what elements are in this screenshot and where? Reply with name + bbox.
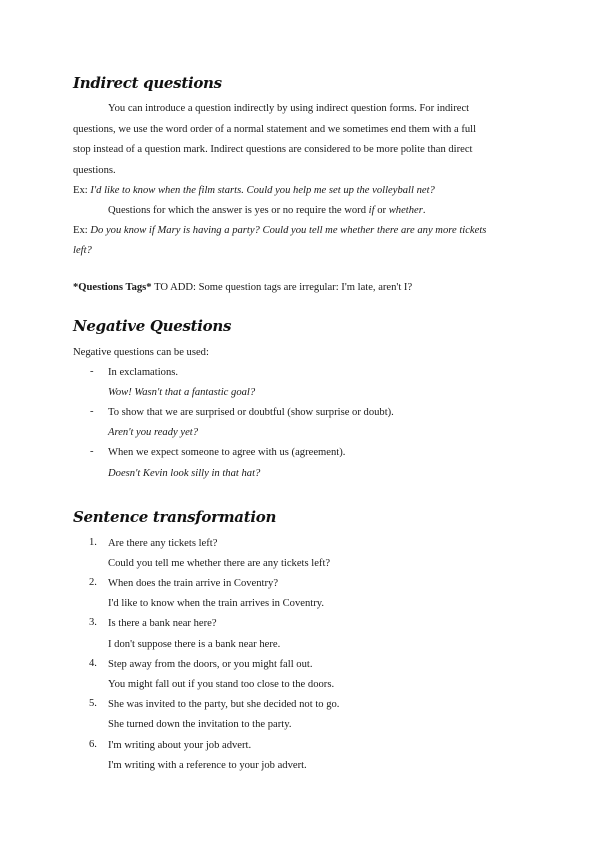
transformation-question-1: Are there any tickets left? [108, 538, 218, 549]
word-whether: whether [388, 205, 423, 216]
transformation-answer-6: I'm writing with a reference to your job advert. [108, 760, 307, 771]
rule-end: . [422, 205, 426, 216]
question-tags-note [73, 281, 412, 295]
negative-example-2: Aren't you ready yet? [108, 427, 199, 438]
transformation-question-5: She was invited to the party, but she decided not to go. [108, 699, 340, 710]
indirect-para-line-2: questions, we use the word order of a normal statement and we sometimes end them with a full [73, 124, 477, 135]
transformation-answer-2: I'd like to know when the train arrives in Coventry. [108, 598, 324, 609]
word-or: or [377, 205, 387, 216]
bullet-dash: - [90, 446, 94, 457]
example-prefix: Ex: [73, 185, 88, 196]
yes-no-rule-text: Questions for which the answer is yes or no require the word [108, 205, 367, 216]
heading-indirect-questions: Indirect questions [73, 74, 222, 92]
indirect-example-2-line-2: left? [73, 245, 92, 256]
negative-item-1: In exclamations. [108, 367, 179, 378]
negative-example-3: Doesn't Kevin look silly in that hat? [108, 468, 261, 479]
heading-sentence-transformation: Sentence transformation [73, 508, 277, 526]
question-tags-text: TO ADD: Some question tags are irregular: I'm late, aren't I? [154, 282, 413, 293]
list-number: 1. [89, 537, 97, 548]
question-tags-label: *Questions Tags* [73, 282, 152, 293]
transformation-answer-3: I don't suppose there is a bank near here. [108, 639, 281, 650]
list-number: 6. [89, 739, 97, 750]
negative-item-3: When we expect someone to agree with us (agreement). [108, 447, 346, 458]
example-prefix: Ex: [73, 225, 88, 236]
list-number: 2. [89, 577, 97, 588]
negative-intro: Negative questions can be used: [73, 347, 209, 358]
negative-item-2: To show that we are surprised or doubtful (show surprise or doubt). [108, 407, 394, 418]
indirect-para-line-3: stop instead of a question mark. Indirect questions are considered to be more polite than direct [73, 144, 473, 155]
list-number: 5. [89, 698, 97, 709]
indirect-para-line-4: questions. [73, 165, 116, 176]
transformation-question-3: Is there a bank near here? [108, 618, 217, 629]
indirect-para-line-1: You can introduce a question indirectly by using indirect question forms. For indirect [108, 103, 470, 114]
bullet-dash: - [90, 406, 94, 417]
list-number: 3. [89, 617, 97, 628]
transformation-question-4: Step away from the doors, or you might fall out. [108, 659, 313, 670]
indirect-example-1 [73, 184, 435, 198]
transformation-answer-5: She turned down the invitation to the party. [108, 719, 292, 730]
bullet-dash: - [90, 366, 94, 377]
negative-example-1: Wow! Wasn't that a fantastic goal? [108, 387, 256, 398]
example-text: I'd like to know when the film starts. Could you help me set up the volleyball net? [90, 185, 435, 196]
word-if: if [368, 205, 375, 216]
transformation-question-2: When does the train arrive in Coventry? [108, 578, 279, 589]
indirect-example-2 [73, 224, 486, 238]
example-text: Do you know if Mary is having a party? Could you tell me whether there are any more tickets [90, 225, 487, 236]
list-number: 4. [89, 658, 97, 669]
transformation-question-6: I'm writing about your job advert. [108, 740, 252, 751]
transformation-answer-4: You might fall out if you stand too close to the doors. [108, 679, 335, 690]
transformation-answer-1: Could you tell me whether there are any tickets left? [108, 558, 331, 569]
heading-negative-questions: Negative Questions [73, 317, 232, 335]
yes-no-rule [108, 204, 426, 218]
